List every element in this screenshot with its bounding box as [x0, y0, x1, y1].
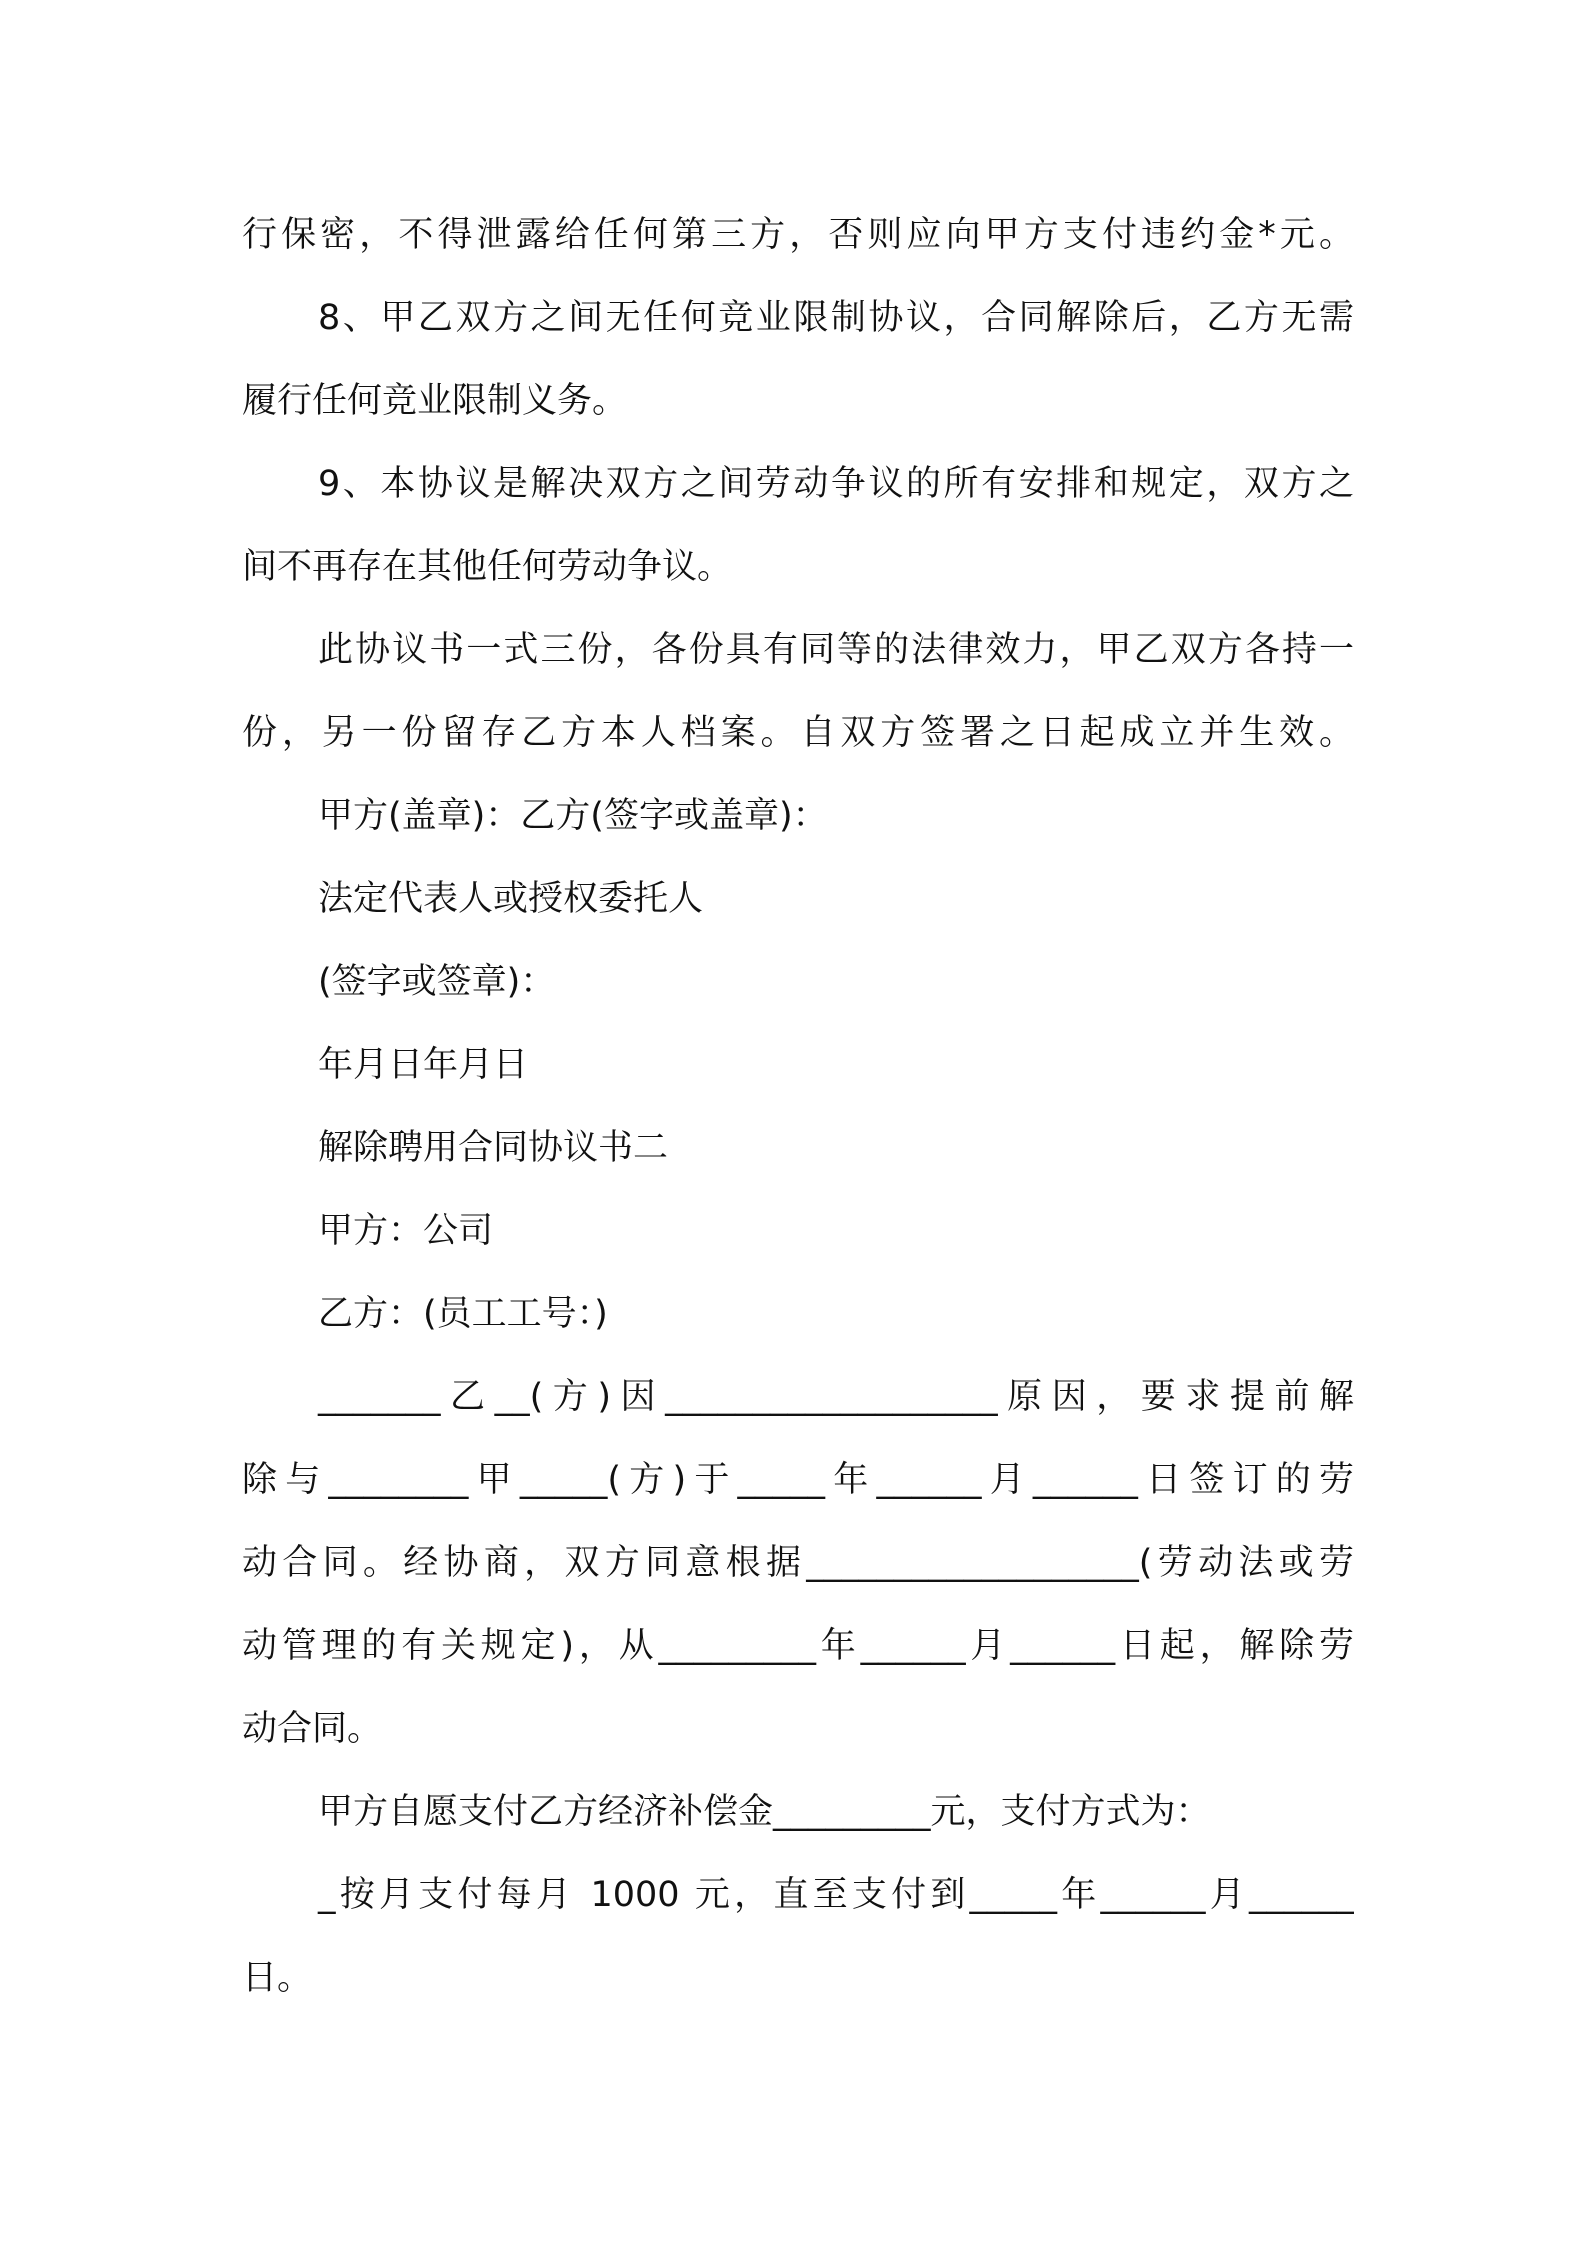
paragraph-line: 9、本协议是解决双方之间劳动争议的所有安排和规定，双方之 — [318, 464, 1354, 504]
paragraph-line: 动管理的有关规定)，从_________年______月______日起，解除劳 — [242, 1626, 1354, 1666]
paragraph-line: 行保密，不得泄露给任何第三方，否则应向甲方支付违约金*元。 — [242, 215, 1354, 255]
paragraph-line: 份，另一份留存乙方本人档案。自双方签署之日起成立并生效。 — [242, 713, 1354, 753]
paragraph-line: 动合同。 — [242, 1709, 383, 1749]
paragraph-line: 除与________甲_____(方)于_____年______月______日签订的劳 — [242, 1460, 1354, 1500]
party-b-line: 乙方：(员工工号：) — [318, 1294, 608, 1334]
signature-line: 甲方(盖章)：乙方(签字或盖章)： — [318, 796, 828, 836]
signature-line: 法定代表人或授权委托人 — [318, 879, 704, 919]
document-body — [242, 194, 1354, 2020]
paragraph-line: _按月支付每月 1000 元，直至支付到_____年______月______ — [318, 1875, 1354, 1915]
signature-line: (签字或签章)： — [318, 962, 556, 1002]
paragraph-line: _______乙__(方)因___________________原因，要求提前解 — [318, 1377, 1354, 1417]
paragraph-line: 日。 — [242, 1958, 313, 1998]
paragraph-line: 履行任何竞业限制义务。 — [242, 381, 628, 421]
paragraph-line: 此协议书一式三份，各份具有同等的法律效力，甲乙双方各持一 — [318, 630, 1354, 670]
paragraph-line: 动合同。经协商，双方同意根据___________________(劳动法或劳 — [242, 1543, 1354, 1583]
section-title: 解除聘用合同协议书二 — [318, 1128, 669, 1168]
paragraph-line: 间不再存在其他任何劳动争议。 — [242, 547, 733, 587]
date-line: 年月日年月日 — [318, 1045, 529, 1085]
party-a-line: 甲方：公司 — [318, 1211, 494, 1251]
paragraph-line: 甲方自愿支付乙方经济补偿金_________元，支付方式为： — [318, 1792, 1211, 1832]
paragraph-line: 8、甲乙双方之间无任何竞业限制协议，合同解除后，乙方无需 — [318, 298, 1354, 338]
